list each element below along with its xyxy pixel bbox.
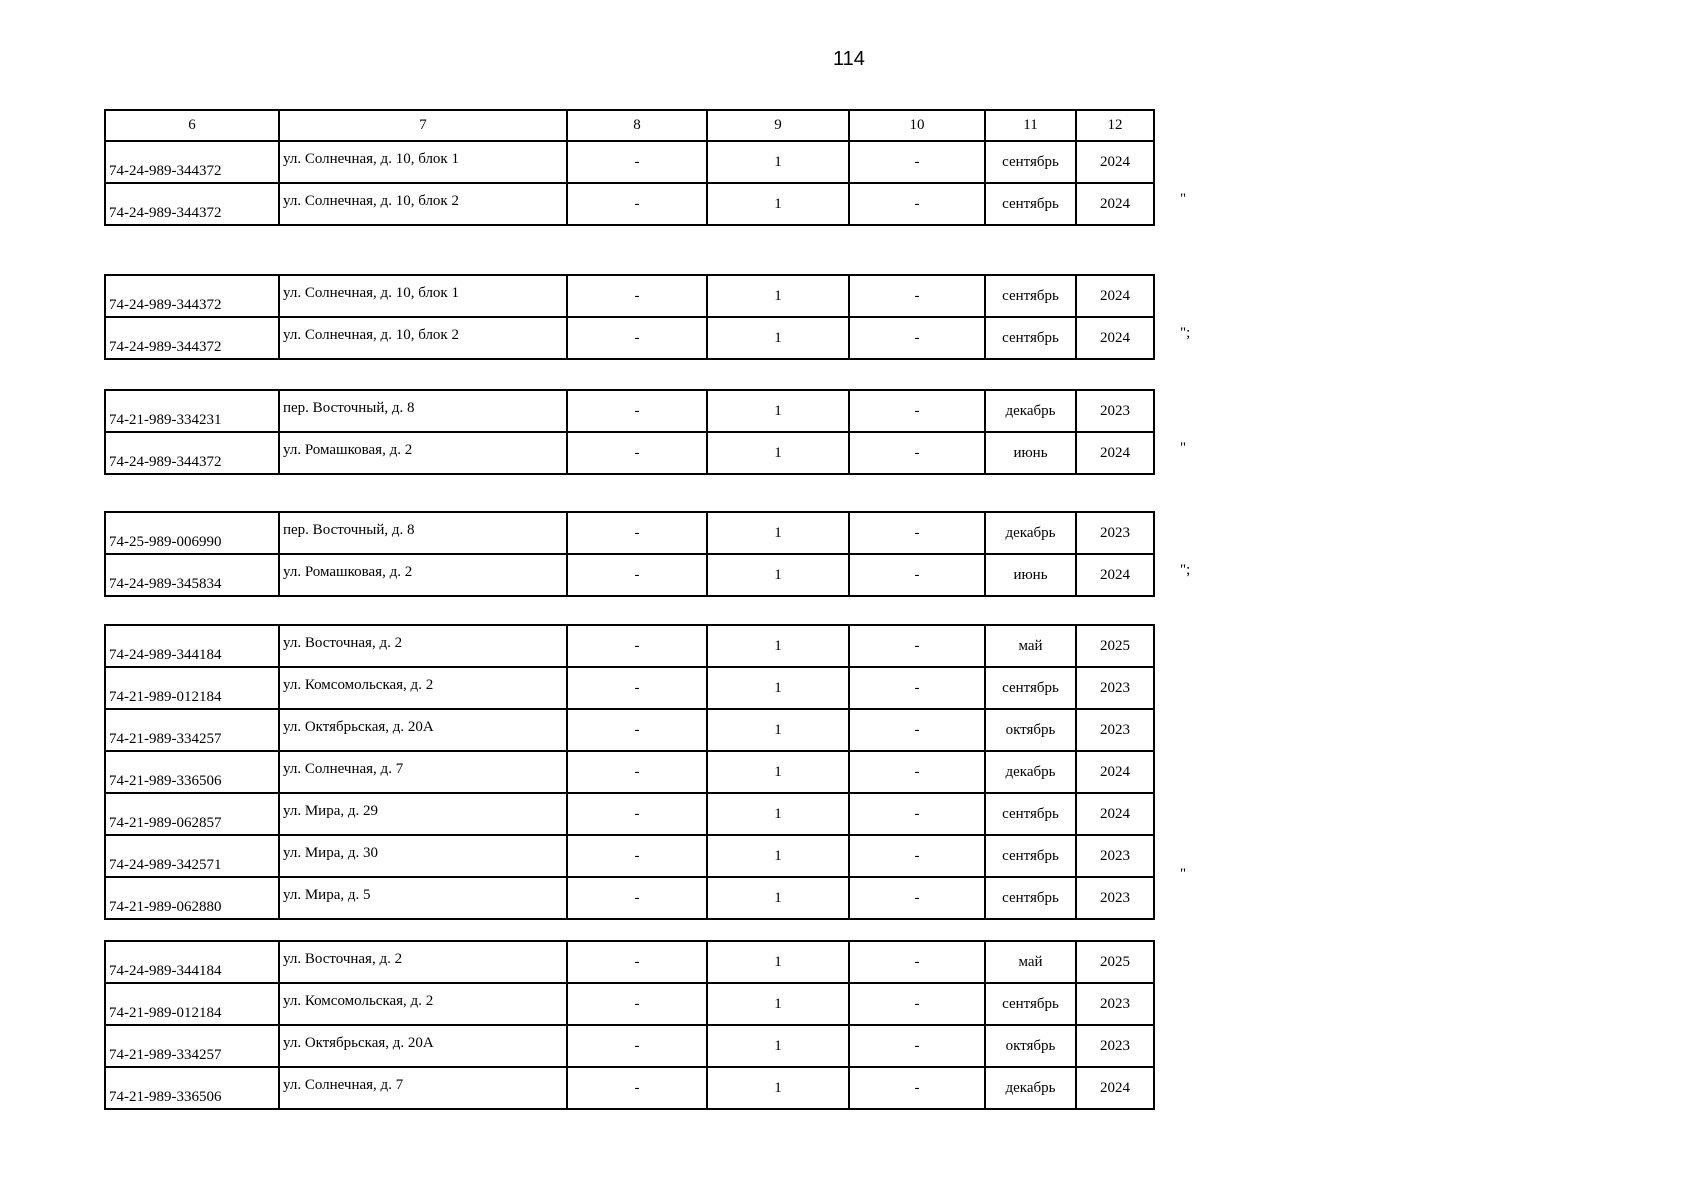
address-cell: ул. Солнечная, д. 10, блок 2 [279, 183, 567, 225]
col10-cell: - [849, 317, 985, 359]
month-cell: сентябрь [985, 183, 1076, 225]
month-cell: сентябрь [985, 667, 1076, 709]
closing-quote-mark: "; [1180, 562, 1191, 579]
year-cell: 2024 [1076, 1067, 1154, 1109]
col10-cell: - [849, 941, 985, 983]
kadastr-number-cell: 74-24-989-342571 [105, 835, 279, 877]
col9-cell: 1 [707, 275, 849, 317]
col10-cell: - [849, 1025, 985, 1067]
kadastr-number-cell: 74-24-989-344372 [105, 275, 279, 317]
col9-cell: 1 [707, 625, 849, 667]
col8-cell: - [567, 751, 707, 793]
col9-cell: 1 [707, 667, 849, 709]
month-cell: октябрь [985, 709, 1076, 751]
table-row [105, 275, 1154, 317]
col8-cell: - [567, 275, 707, 317]
kadastr-number-cell: 74-21-989-012184 [105, 667, 279, 709]
table-row [105, 183, 1154, 225]
year-cell: 2023 [1076, 1025, 1154, 1067]
address-cell: пер. Восточный, д. 8 [279, 390, 567, 432]
col10-cell: - [849, 554, 985, 596]
data-table [104, 940, 1155, 1110]
year-cell: 2024 [1076, 554, 1154, 596]
table-row [105, 432, 1154, 474]
month-cell: июнь [985, 432, 1076, 474]
address-cell: ул. Октябрьская, д. 20А [279, 1025, 567, 1067]
col9-cell: 1 [707, 793, 849, 835]
col10-cell: - [849, 625, 985, 667]
col8-cell: - [567, 432, 707, 474]
page-number: 114 [833, 48, 865, 70]
col9-cell: 1 [707, 432, 849, 474]
kadastr-number-cell: 74-24-989-344184 [105, 625, 279, 667]
col9-cell: 1 [707, 1067, 849, 1109]
address-cell: ул. Восточная, д. 2 [279, 941, 567, 983]
col9-cell: 1 [707, 941, 849, 983]
column-header: 11 [985, 110, 1076, 141]
col9-cell: 1 [707, 835, 849, 877]
address-cell: ул. Мира, д. 29 [279, 793, 567, 835]
year-cell: 2024 [1076, 317, 1154, 359]
year-cell: 2023 [1076, 667, 1154, 709]
col9-cell: 1 [707, 1025, 849, 1067]
column-header: 10 [849, 110, 985, 141]
col8-cell: - [567, 141, 707, 183]
col10-cell: - [849, 983, 985, 1025]
data-table [104, 511, 1155, 597]
col8-cell: - [567, 390, 707, 432]
closing-quote-mark: "; [1180, 325, 1191, 342]
table-row [105, 751, 1154, 793]
month-cell: май [985, 625, 1076, 667]
kadastr-number-cell: 74-21-989-062857 [105, 793, 279, 835]
table-row [105, 877, 1154, 919]
col10-cell: - [849, 141, 985, 183]
table-row [105, 983, 1154, 1025]
table-row [105, 625, 1154, 667]
kadastr-number-cell: 74-21-989-336506 [105, 1067, 279, 1109]
year-cell: 2025 [1076, 625, 1154, 667]
kadastr-number-cell: 74-25-989-006990 [105, 512, 279, 554]
month-cell: сентябрь [985, 793, 1076, 835]
table-row [105, 835, 1154, 877]
month-cell: сентябрь [985, 317, 1076, 359]
closing-quote-mark: " [1180, 191, 1187, 208]
column-header: 8 [567, 110, 707, 141]
data-table [104, 274, 1155, 360]
col10-cell: - [849, 877, 985, 919]
address-cell: ул. Солнечная, д. 7 [279, 1067, 567, 1109]
month-cell: июнь [985, 554, 1076, 596]
table-row [105, 709, 1154, 751]
closing-quote-mark: " [1180, 866, 1187, 883]
year-cell: 2024 [1076, 183, 1154, 225]
col10-cell: - [849, 1067, 985, 1109]
year-cell: 2023 [1076, 983, 1154, 1025]
col8-cell: - [567, 709, 707, 751]
column-header: 9 [707, 110, 849, 141]
kadastr-number-cell: 74-24-989-344372 [105, 432, 279, 474]
col8-cell: - [567, 941, 707, 983]
col8-cell: - [567, 1067, 707, 1109]
kadastr-number-cell: 74-24-989-344372 [105, 317, 279, 359]
col8-cell: - [567, 667, 707, 709]
col9-cell: 1 [707, 554, 849, 596]
col8-cell: - [567, 512, 707, 554]
col9-cell: 1 [707, 317, 849, 359]
col8-cell: - [567, 877, 707, 919]
data-table [104, 624, 1155, 920]
month-cell: май [985, 941, 1076, 983]
table-row [105, 941, 1154, 983]
data-table [104, 109, 1155, 226]
address-cell: ул. Комсомольская, д. 2 [279, 667, 567, 709]
table-row [105, 141, 1154, 183]
year-cell: 2024 [1076, 793, 1154, 835]
table-row [105, 390, 1154, 432]
year-cell: 2024 [1076, 275, 1154, 317]
col10-cell: - [849, 667, 985, 709]
address-cell: ул. Мира, д. 30 [279, 835, 567, 877]
kadastr-number-cell: 74-24-989-345834 [105, 554, 279, 596]
col8-cell: - [567, 1025, 707, 1067]
month-cell: сентябрь [985, 835, 1076, 877]
col9-cell: 1 [707, 141, 849, 183]
kadastr-number-cell: 74-21-989-334257 [105, 1025, 279, 1067]
col9-cell: 1 [707, 751, 849, 793]
year-cell: 2024 [1076, 432, 1154, 474]
kadastr-number-cell: 74-24-989-344372 [105, 183, 279, 225]
col10-cell: - [849, 751, 985, 793]
month-cell: сентябрь [985, 141, 1076, 183]
address-cell: ул. Солнечная, д. 10, блок 2 [279, 317, 567, 359]
address-cell: ул. Октябрьская, д. 20А [279, 709, 567, 751]
kadastr-number-cell: 74-21-989-336506 [105, 751, 279, 793]
col8-cell: - [567, 793, 707, 835]
address-cell: ул. Комсомольская, д. 2 [279, 983, 567, 1025]
month-cell: декабрь [985, 512, 1076, 554]
address-cell: ул. Ромашковая, д. 2 [279, 554, 567, 596]
col10-cell: - [849, 432, 985, 474]
col10-cell: - [849, 275, 985, 317]
year-cell: 2023 [1076, 390, 1154, 432]
col9-cell: 1 [707, 390, 849, 432]
data-table [104, 389, 1155, 475]
year-cell: 2024 [1076, 141, 1154, 183]
address-cell: ул. Солнечная, д. 7 [279, 751, 567, 793]
month-cell: сентябрь [985, 275, 1076, 317]
kadastr-number-cell: 74-24-989-344184 [105, 941, 279, 983]
col8-cell: - [567, 554, 707, 596]
col10-cell: - [849, 793, 985, 835]
address-cell: пер. Восточный, д. 8 [279, 512, 567, 554]
kadastr-number-cell: 74-21-989-062880 [105, 877, 279, 919]
col9-cell: 1 [707, 512, 849, 554]
header-row [105, 110, 1154, 141]
col10-cell: - [849, 390, 985, 432]
year-cell: 2023 [1076, 877, 1154, 919]
col10-cell: - [849, 835, 985, 877]
col8-cell: - [567, 183, 707, 225]
address-cell: ул. Восточная, д. 2 [279, 625, 567, 667]
col10-cell: - [849, 709, 985, 751]
year-cell: 2024 [1076, 751, 1154, 793]
table-row [105, 793, 1154, 835]
column-header: 12 [1076, 110, 1154, 141]
table-row [105, 317, 1154, 359]
col8-cell: - [567, 983, 707, 1025]
month-cell: сентябрь [985, 983, 1076, 1025]
column-header: 7 [279, 110, 567, 141]
col8-cell: - [567, 317, 707, 359]
closing-quote-mark: " [1180, 440, 1187, 457]
year-cell: 2023 [1076, 709, 1154, 751]
year-cell: 2023 [1076, 835, 1154, 877]
table-row [105, 1025, 1154, 1067]
col10-cell: - [849, 512, 985, 554]
col9-cell: 1 [707, 709, 849, 751]
kadastr-number-cell: 74-21-989-012184 [105, 983, 279, 1025]
kadastr-number-cell: 74-21-989-334257 [105, 709, 279, 751]
table-row [105, 512, 1154, 554]
year-cell: 2023 [1076, 512, 1154, 554]
col10-cell: - [849, 183, 985, 225]
address-cell: ул. Солнечная, д. 10, блок 1 [279, 275, 567, 317]
month-cell: октябрь [985, 1025, 1076, 1067]
year-cell: 2025 [1076, 941, 1154, 983]
col8-cell: - [567, 835, 707, 877]
kadastr-number-cell: 74-21-989-334231 [105, 390, 279, 432]
month-cell: сентябрь [985, 877, 1076, 919]
table-row [105, 554, 1154, 596]
col9-cell: 1 [707, 983, 849, 1025]
col9-cell: 1 [707, 183, 849, 225]
address-cell: ул. Мира, д. 5 [279, 877, 567, 919]
month-cell: декабрь [985, 751, 1076, 793]
table-row [105, 667, 1154, 709]
column-header: 6 [105, 110, 279, 141]
table-row [105, 1067, 1154, 1109]
kadastr-number-cell: 74-24-989-344372 [105, 141, 279, 183]
col9-cell: 1 [707, 877, 849, 919]
address-cell: ул. Ромашковая, д. 2 [279, 432, 567, 474]
col8-cell: - [567, 625, 707, 667]
month-cell: декабрь [985, 390, 1076, 432]
address-cell: ул. Солнечная, д. 10, блок 1 [279, 141, 567, 183]
month-cell: декабрь [985, 1067, 1076, 1109]
